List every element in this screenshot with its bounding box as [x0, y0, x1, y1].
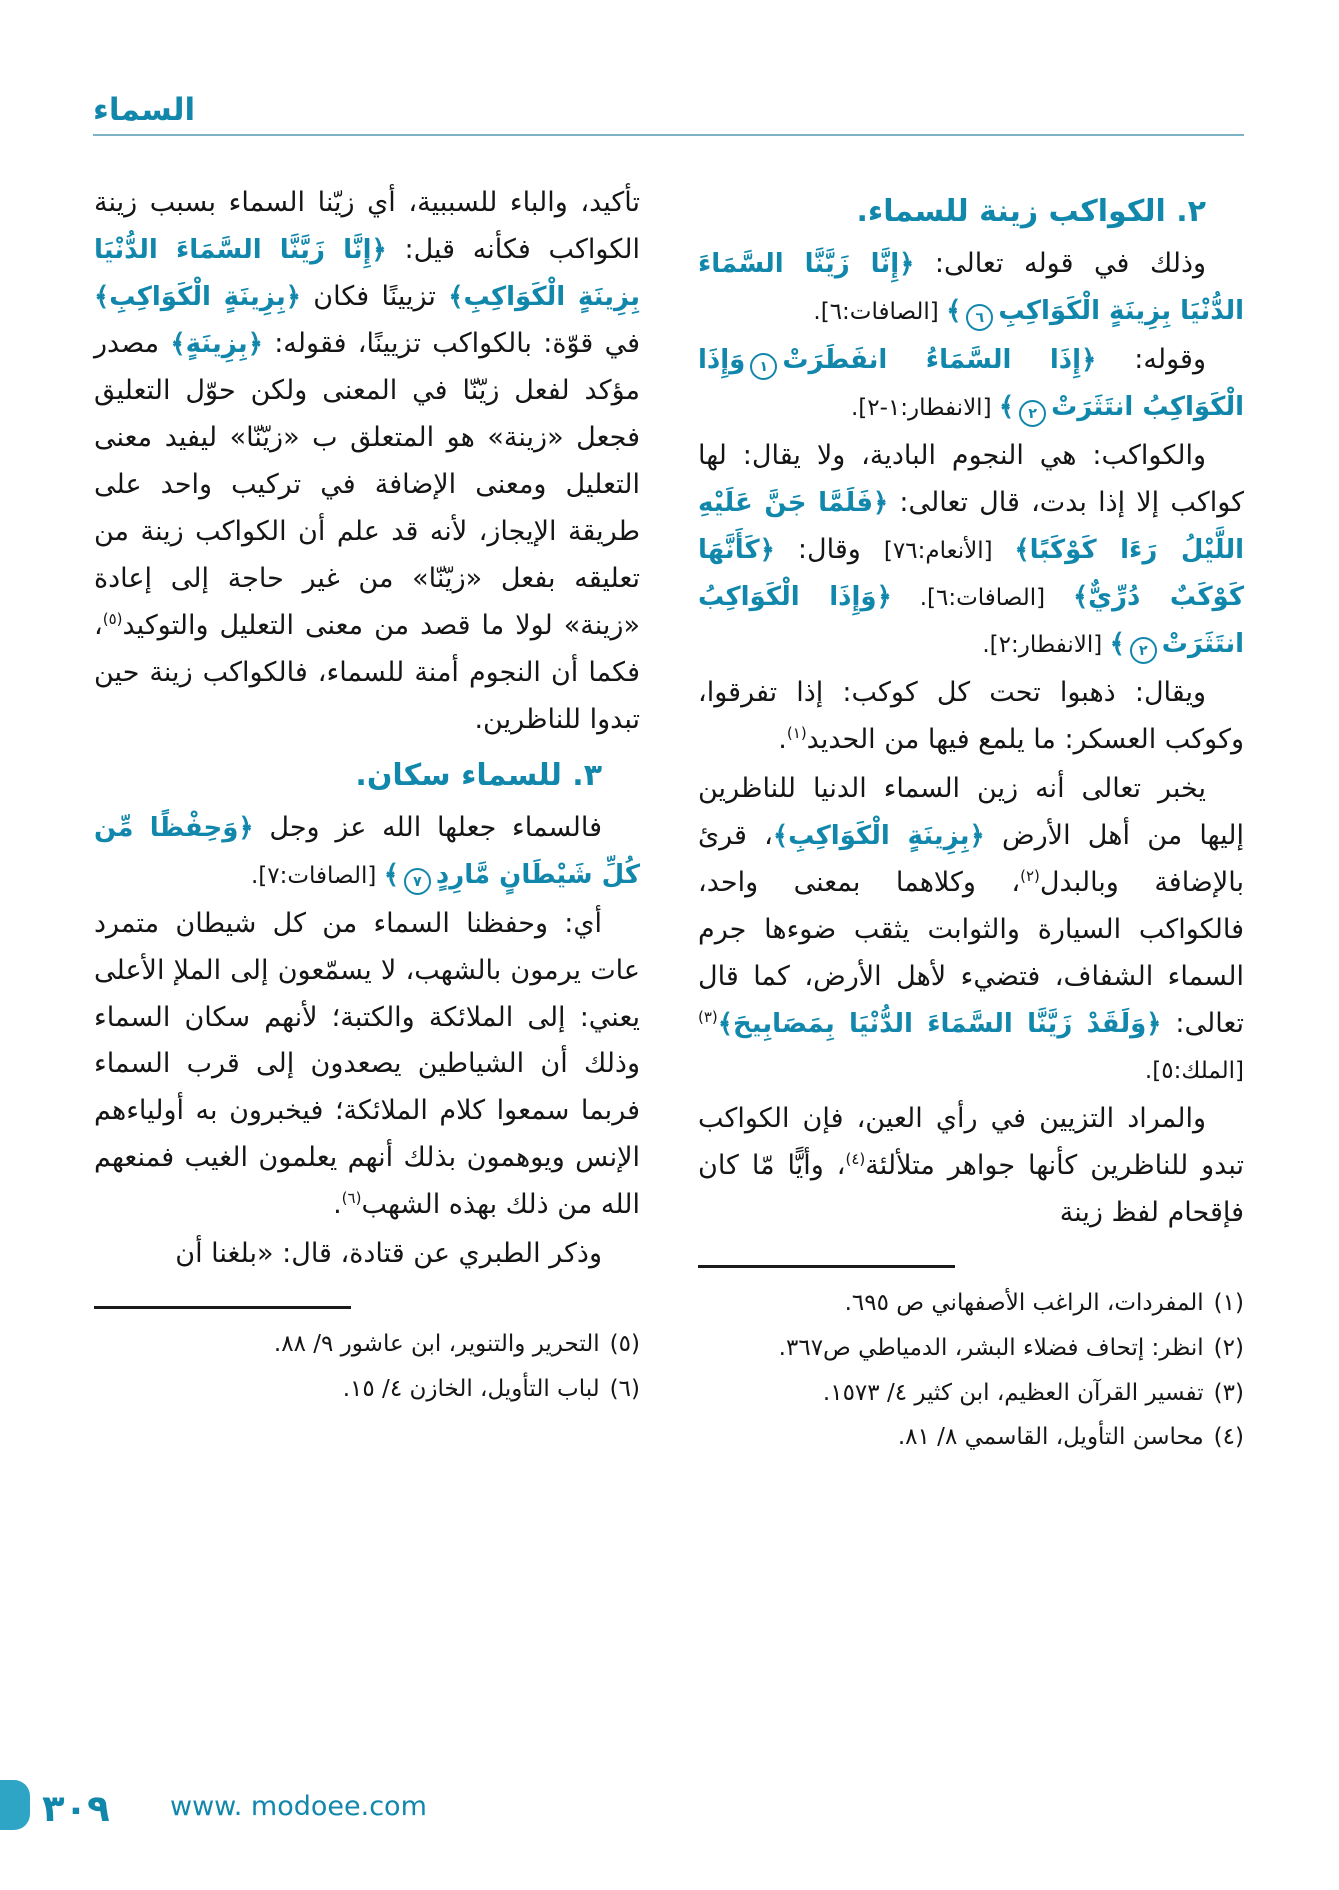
paragraph	[94, 1231, 640, 1278]
text-columns	[93, 180, 1244, 1463]
paragraph	[94, 901, 640, 1230]
body-text: والكواكب: هي النجوم البادية، ولا يقال: لها كواكب إلا إذا بدت، قال تعالى:	[698, 439, 1244, 518]
footnote-text: انظر: إتحاف فضلاء البشر، الدمياطي ص٣٦٧.	[778, 1334, 1204, 1361]
footnote-ref: (٤)	[845, 1150, 866, 1169]
footnote-separator	[94, 1306, 351, 1309]
page-number-tab	[0, 1780, 30, 1830]
quran-verse: ﴿بِزِينَةٍ الْكَوَاكِبِ﴾	[94, 281, 301, 312]
verse-reference: [الانفطار:٢].	[982, 631, 1110, 658]
ayah-number-ornament: ١	[750, 353, 777, 380]
quran-verse: ﴾	[383, 859, 399, 890]
paragraph	[698, 1096, 1244, 1237]
footnote-text: المفردات، الراغب الأصفهاني ص ٦٩٥.	[844, 1290, 1204, 1317]
footnote	[698, 1329, 1244, 1368]
quran-verse: ﴿وَحِفْظًا مِّن كُلِّ شَيْطَانٍ مَّارِدٍ	[94, 812, 640, 890]
footnote-marker: (٣)	[1213, 1379, 1244, 1406]
paragraph	[698, 766, 1244, 1095]
publisher-url: www. modoee.com	[170, 1791, 427, 1822]
ayah-number-ornament: ٢	[1130, 637, 1157, 664]
running-header	[93, 92, 1244, 136]
body-text: مصدر مؤكد لفعل زيّنّا في المعنى ولكن حوّل التعليق فجعل «زينة» هو المتعلق ب «زيّنّا» ليفيد معنى التعليل ومعنى الإضافة في تركيب واحد على طريقة الإيجاز، لأنه قد علم أن الكواكب زينة من تعليقه بفعل «زيّنّا» من غير حاجة إلى إعادة «زينة» لولا ما قصد من معنى التعليل والتوكيد	[94, 327, 640, 641]
footnote-marker: (٤)	[1213, 1424, 1244, 1451]
body-text: ، وأيًّا مّا كان فإقحام لفظ زينة	[698, 1150, 1244, 1229]
footnote-ref: (٣)	[698, 1007, 718, 1026]
body-text: في قوّة: بالكواكب تزيينًا، فقوله:	[262, 327, 641, 359]
paragraph	[698, 433, 1244, 668]
footnote-ref: (٥)	[102, 609, 123, 628]
footnote-text: لباب التأويل، الخازن ٤/ ١٥.	[342, 1375, 600, 1402]
footnote-ref: (١)	[786, 723, 807, 742]
quran-verse: وَإِذَا الْكَوَاكِبُ انتَثَرَتْ	[698, 344, 1244, 422]
ayah-number-ornament: ٢	[1019, 400, 1046, 427]
quran-verse: ﴿بِزِينَةٍ﴾	[170, 328, 263, 359]
page-number: ٣٠٩	[42, 1787, 110, 1830]
footnote-marker: (٢)	[1213, 1334, 1244, 1361]
body-text: .	[333, 1189, 342, 1221]
verse-reference: [الصافات:٦].	[813, 298, 947, 325]
body-text: وقال:	[774, 533, 884, 565]
footnote	[94, 1325, 640, 1364]
running-header-title: السماء	[93, 92, 196, 128]
quran-verse: ﴿إِنَّا زَيَّنَّا السَّمَاءَ الدُّنْيَا بِزِينَةٍ الْكَوَاكِبِ	[698, 249, 1244, 326]
footnote-text: التحرير والتنوير، ابن عاشور ٩/ ٨٨.	[273, 1331, 600, 1358]
quran-verse: ﴿كَأَنَّهَا كَوْكَبٌ دُرِّيٌّ﴾	[698, 534, 1244, 612]
verse-reference: [الصافات:٦].	[891, 584, 1073, 611]
paragraph	[94, 805, 640, 899]
paragraph	[94, 180, 640, 744]
body-text: وذلك في قوله تعالى:	[914, 248, 1207, 279]
quran-verse: ﴿إِذَا السَّمَاءُ انفَطَرَتْ	[782, 344, 1097, 375]
verse-reference: [الملك:٥].	[1144, 1058, 1244, 1085]
footnote-text: تفسير القرآن العظيم، ابن كثير ٤/ ١٥٧٣.	[822, 1379, 1204, 1406]
quran-verse: ﴾	[1109, 628, 1125, 659]
column-left	[94, 180, 640, 1415]
body-text: تأكيد، والباء للسببية، أي زيّنا السماء بسبب زينة الكواكب فكأنه قيل:	[94, 187, 640, 265]
footnote-separator	[698, 1265, 955, 1268]
section-heading: ٣. للسماء سكان.	[355, 757, 602, 793]
body-text: وقوله:	[1096, 343, 1207, 375]
verse-reference: [الأنعام:٧٦]	[883, 537, 1015, 564]
quran-verse: ﴿بِزِينَةٍ الْكَوَاكِبِ﴾	[772, 820, 985, 851]
footnote-marker: (٦)	[609, 1375, 640, 1402]
body-text: والمراد التزيين في رأي العين، فإن الكواكب تبدو للناظرين كأنها جواهر متلألئة	[698, 1103, 1245, 1182]
paragraph	[698, 337, 1244, 431]
footnote-ref: (٦)	[341, 1189, 362, 1208]
section-heading: ٢. الكواكب زينة للسماء.	[856, 194, 1206, 229]
quran-verse: ﴿وَإِذَا الْكَوَاكِبُ انتَثَرَتْ	[698, 581, 1244, 659]
quran-verse: ﴿فَلَمَّا جَنَّ عَلَيْهِ اللَّيْلُ رَءَا كَوْكَبًا﴾	[698, 487, 1244, 565]
quran-verse: ﴿إِنَّا زَيَّنَّا السَّمَاءَ الدُّنْيَا بِزِينَةٍ الْكَوَاكِبِ﴾	[94, 234, 640, 312]
footnote-marker: (١)	[1213, 1290, 1244, 1317]
footnote	[94, 1370, 640, 1409]
footnote	[698, 1418, 1244, 1457]
paragraph	[698, 670, 1244, 764]
body-text: فالسماء جعلها الله عز وجل	[253, 811, 603, 843]
footnote	[698, 1284, 1244, 1323]
verse-reference: [الانفطار:١-٢].	[850, 394, 999, 421]
column-right	[698, 180, 1244, 1463]
body-text: تزيينًا فكان	[300, 280, 449, 312]
body-text: ، فكما أن النجوم أمنة للسماء، فالكواكب زينة حين تبدوا للناظرين.	[94, 609, 640, 735]
body-text: ، قرئ بالإضافة وبالبدل	[698, 819, 1244, 898]
footnote-marker: (٥)	[609, 1331, 640, 1358]
body-text: وذكر الطبري عن قتادة، قال: «بلغنا أن	[175, 1238, 602, 1270]
verse-reference: [الصافات:٧].	[250, 862, 384, 889]
page-footer	[0, 1778, 1339, 1832]
ayah-number-ornament: ٦	[966, 304, 993, 331]
quran-verse: ﴿وَلَقَدْ زَيَّنَّا السَّمَاءَ الدُّنْيَا بِمَصَابِيحَ﴾	[717, 1008, 1162, 1039]
footnote-ref: (٢)	[1020, 866, 1040, 885]
quran-verse: ﴾	[946, 295, 962, 326]
ayah-number-ornament: ٧	[404, 868, 431, 895]
paragraph	[698, 241, 1244, 335]
body-text: أي: وحفظنا السماء من كل شيطان متمرد عات يرمون بالشهب، لا يسمّعون إلى الملإ الأعلى يعني: إلى الملائكة والكتبة؛ لأنهم سكان السماء وذلك أن الشياطين يصعدون إلى قرب السماء فربما سمعوا كلام الملائكة؛ فيخبرون به أولياءهم الإنس ويوهمون بذلك أنهم يعلمون الغيب فمنعهم الله من ذلك بهذه الشهب	[94, 907, 640, 1221]
body-text: يخبر تعالى أنه زين السماء الدنيا للناظرين إليها من أهل الأرض	[698, 772, 1244, 851]
footnote-text: محاسن التأويل، القاسمي ٨/ ٨١.	[897, 1424, 1204, 1451]
body-text: .	[778, 723, 787, 755]
quran-verse: ﴾	[998, 391, 1015, 422]
body-text: ، وكلاهما بمعنى واحد، فالكواكب السيارة والثوابت يثقب ضوءها جرم السماء الشفاف، فتضيء لأهل الأرض، كما قال تعالى:	[698, 866, 1244, 1039]
body-text: ويقال: ذهبوا تحت كل كوكب: إذا تفرقوا، وكوكب العسكر: ما يلمع فيها من الحديد	[698, 676, 1244, 755]
footnote	[698, 1374, 1244, 1413]
